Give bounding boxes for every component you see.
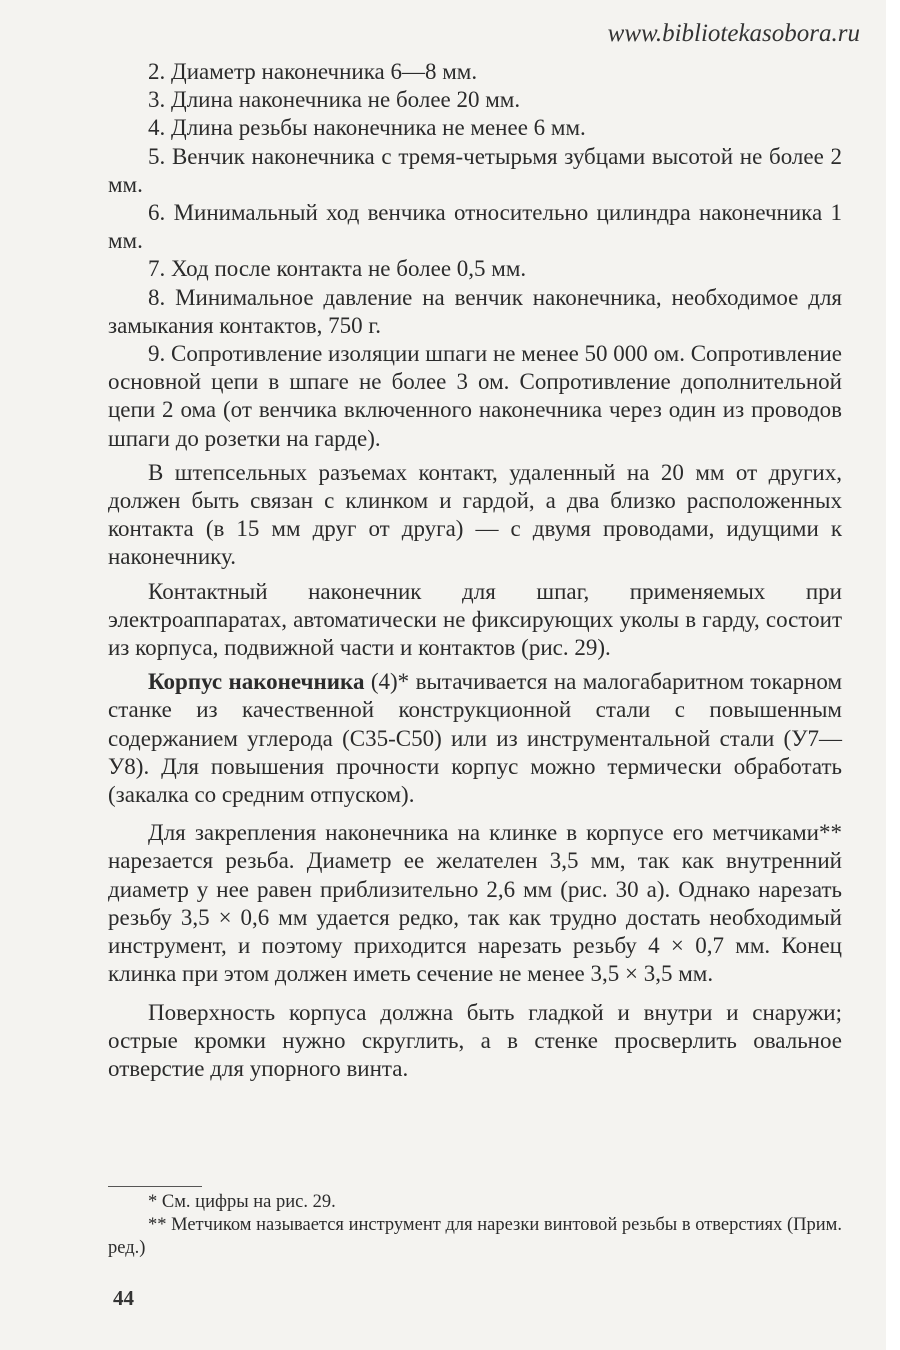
page-number: 44 <box>113 1286 134 1310</box>
paragraph-thread: Для закрепления наконечника на клинке в корпусе его метчиками** нарезается резьба. Диаметр ее желателен 3,5 мм, так как внутренний диаметр у нее равен приблизительно 2,6 мм (рис. 30 а). Однако нарезать резьбу 3,5 × 0,6 мм удается редко, так как трудно достать необходимый инструмент, и поэтому приходится нарезать резьбу 4 × 0,7 мм. Конец клинка при этом должен иметь сечение не менее 3,5 × 3,5 мм. <box>108 820 842 987</box>
list-item-5: 5. Венчик наконечника с тремя-четырьмя зубцами высотой не более 2 мм. <box>108 143 842 197</box>
paragraph-lead-bold: Корпус наконечника <box>148 669 365 695</box>
list-item-2: 2. Диаметр наконечника 6—8 мм. <box>148 59 478 84</box>
list-item-7: 7. Ход после контакта не более 0,5 мм. <box>148 256 527 282</box>
watermark-url: www.bibliotekasobora.ru <box>607 20 860 47</box>
footnotes <box>108 1191 842 1260</box>
paragraph-tip-body <box>108 668 842 809</box>
footnote-divider <box>108 1186 202 1187</box>
list-item-8: 8. Минимальное давление на венчик наконечника, необходимое для замыкания контактов, 750 г. <box>108 284 842 338</box>
list-item-6: 6. Минимальный ход венчика относительно цилиндра наконечника 1 мм. <box>108 200 842 254</box>
paragraph-contact-tip: Контактный наконечник для шпаг, применяемых при электроаппаратах, автоматически не фиксирующих уколы в гарду, состоит из корпуса, подвижной части и контактов (рис. 29). <box>108 578 842 661</box>
paragraph-plug-connectors: В штепсельных разъемах контакт, удаленный на 20 мм от других, должен быть связан с клинком и гардой, а два близко расположенных контакта (в 15 мм друг от друга) — с двумя проводами, идущими к наконечнику. <box>108 459 842 570</box>
list-item-9: 9. Сопротивление изоляции шпаги не менее 50 000 ом. Сопротивление основной цепи в шпаге не более 3 ом. Сопротивление дополнительной цепи 2 ома (от венчика включенного наконечника через один из проводов шпаги до розетки на гарде). <box>108 341 842 451</box>
list-item-3: 3. Длина наконечника не более 20 мм. <box>148 87 521 113</box>
list-item-4: 4. Длина резьбы наконечника не менее 6 мм. <box>148 115 586 141</box>
footnote-1: * См. цифры на рис. 29. <box>148 1192 336 1212</box>
footnote-2: ** Метчиком называется инструмент для нарезки винтовой резьбы в отверстиях (Прим. ред.) <box>108 1215 842 1258</box>
paragraph-tip-body-text: (4)* вытачивается на малогабаритном токарном станке из качественной конструкционной стали с повышенным содержанием углерода (С35-С50) или из инструментальной стали (У7—У8). Для повышения прочности корпус можно термически обработать (закалка со средним отпуском). <box>108 669 843 808</box>
main-text <box>108 58 842 1083</box>
paragraph-surface: Поверхность корпуса должна быть гладкой и внутри и снаружи; острые кромки нужно скруглить, а в стенке просверлить овальное отверстие для упорного винта. <box>108 999 842 1081</box>
scan-edge <box>886 0 900 1350</box>
